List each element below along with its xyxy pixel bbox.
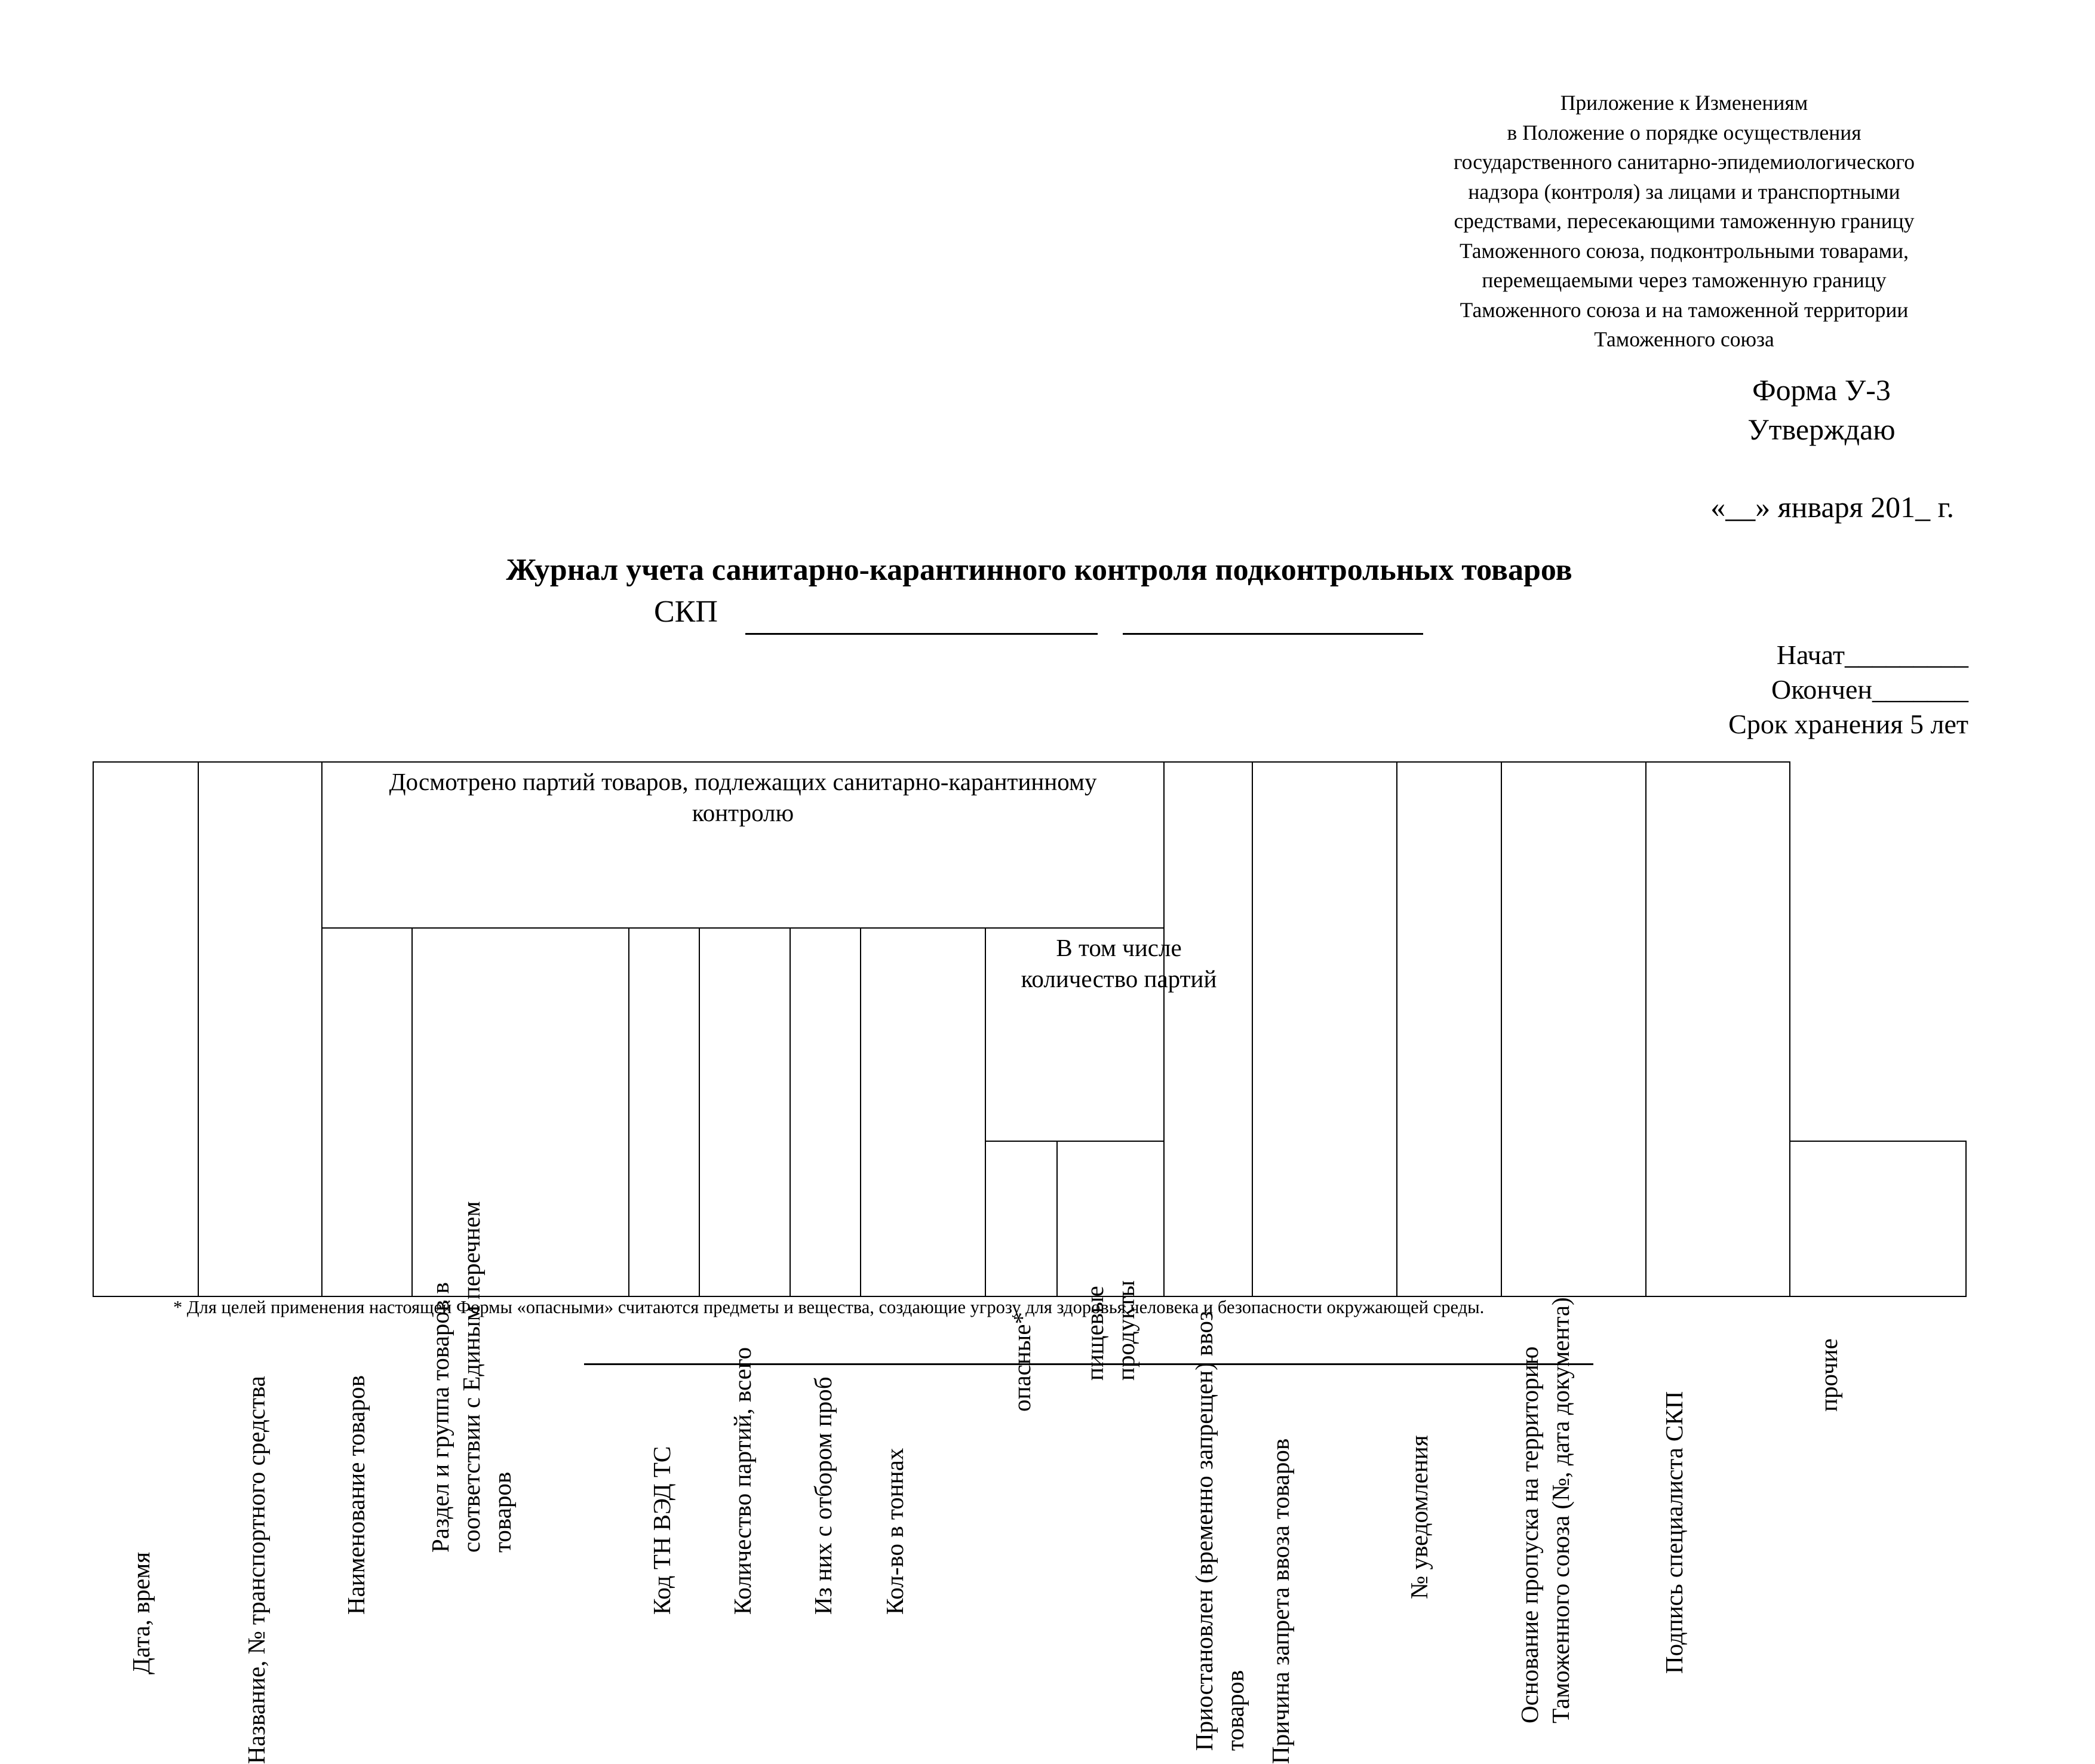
header-basis: Основание пропуска на территорию Таможенного союза (№, дата документа): [1501, 762, 1646, 1296]
annex-line: средствами, пересекающими таможенную границу: [1454, 209, 1915, 233]
form-id-block: [1720, 370, 1923, 449]
header-code: Код ТН ВЭД ТС: [629, 928, 699, 1296]
header-tonnes: Кол-во в тоннах: [861, 928, 985, 1296]
header-vehicle: Название, № транспортного средства: [198, 762, 322, 1296]
header-inspected-group: Досмотрено партий товаров, подлежащих санитарно-карантинному контролю: [322, 762, 1164, 928]
journal-title: Журнал учета санитарно-карантинного контроля подконтрольных товаров: [506, 553, 1572, 587]
approve-label: Утверждаю: [1747, 413, 1896, 446]
header-other: прочие: [1790, 1141, 1966, 1296]
skp-blank-field-2[interactable]: [1123, 633, 1423, 635]
header-including-group: В том числе количество партий: [985, 928, 1252, 1141]
form-label: Форма У-3: [1752, 373, 1891, 407]
header-datetime: Дата, время: [93, 762, 198, 1296]
retention-period: Срок хранения 5 лет: [1728, 709, 1968, 739]
header-signature: Подпись специалиста СКП: [1646, 762, 1790, 1296]
annex-line: перемещаемыми через таможенную границу: [1482, 268, 1887, 292]
header-suspended: Приостановлен (временно запрещен) ввоз товаров: [1164, 762, 1252, 1296]
approval-date: «__» января 201_ г.: [1710, 490, 1954, 524]
annex-line: Таможенного союза: [1594, 327, 1774, 351]
annex-heading: [1368, 88, 2001, 355]
header-sampled: Из них с отбором проб: [790, 928, 861, 1296]
header-notice: № уведомления: [1397, 762, 1501, 1296]
annex-line: Таможенного союза, подконтрольными товарами,: [1459, 238, 1909, 263]
annex-line: Приложение к Изменениям: [1560, 91, 1808, 115]
annex-line: надзора (контроля) за лицами и транспортными: [1468, 179, 1900, 204]
bottom-rule: [584, 1363, 1593, 1365]
header-dangerous: опасные*: [985, 1141, 1057, 1296]
header-goods-name: Наименование товаров: [322, 928, 412, 1296]
header-batches-total: Количество партий, всего: [699, 928, 790, 1296]
annex-line: в Положение о порядке осуществления: [1507, 120, 1861, 145]
finished-field: Окончен_______: [1771, 674, 1968, 705]
started-field: Начат_________: [1776, 640, 1968, 670]
skp-label: СКП: [654, 595, 718, 629]
annex-line: Таможенного союза и на таможенной территории: [1460, 297, 1909, 322]
skp-blank-field[interactable]: [745, 633, 1098, 635]
header-section: Раздел и группа товаров в соответствии с Единым перечнем товаров: [412, 928, 629, 1296]
footnote: * Для целей применения настоящей Формы «опасными» считаются предметы и вещества, создающие угрозу для здоровья человека и безопасности окружающей среды.: [173, 1297, 1485, 1317]
annex-line: государственного санитарно-эпидемиологического: [1454, 150, 1915, 174]
header-food: пищевые продукты: [1057, 1141, 1164, 1296]
header-reason: Причина запрета ввоза товаров: [1252, 762, 1397, 1296]
